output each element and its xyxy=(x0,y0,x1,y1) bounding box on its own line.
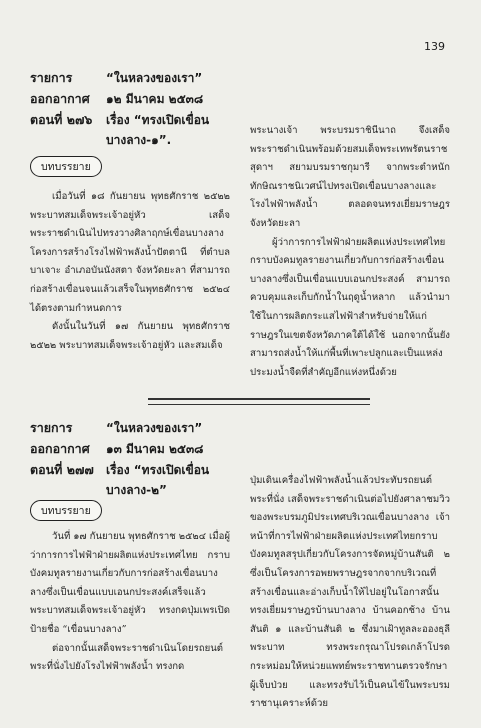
page-number: 139 xyxy=(424,40,445,53)
paragraph: ต่อจากนั้นเสด็จพระราชดำเนินโดยรถยนต์พระที่นั่งไปยังโรงไฟฟ้าพลังน้ำ ทรงกด xyxy=(30,642,223,673)
episode-title-cont: บางลาง-๑”. xyxy=(106,133,172,147)
episode-title: เรื่อง “ทรงเปิดเขื่อน xyxy=(106,463,210,477)
program-label: รายการ xyxy=(30,420,73,435)
text-column-left xyxy=(30,188,230,355)
episode-header xyxy=(30,68,250,152)
paragraph: เมื่อวันที่ ๑๘ กันยายน พุทธศักราช ๒๕๒๒ พระบาทสมเด็จพระเจ้าอยู่หัว เสด็จพระราชดำเนินไปทรงวางศิลาฤกษ์เขื่อนบางลาง โครงการสร้างโรงไฟฟ้าพลังน้ำปัตตานี ที่ตำบลบาเจาะ อำเภอบันนังสตา จังหวัดยะลา ที่สามารถก่อสร้างเขื่อนจนแล้วเสร็จในพุทธศักราช ๒๕๒๔ ได้ตรงตามกำหนดการ xyxy=(30,191,230,314)
episode-label: ตอนที่ ๒๗๖ xyxy=(30,112,93,127)
broadcast-date: ๑๓ มีนาคม ๒๕๓๘ xyxy=(106,442,204,456)
paragraph: ปุ่มเดินเครื่องไฟฟ้าพลังน้ำแล้วประทับรถยนต์พระที่นั่ง เสด็จพระราชดำเนินต่อไปยังศาลาชมวิวของพระบรมภูมิประเทศบริเวณเขื่อนบางลาง เจ้าหน้าที่การไฟฟ้าฝ่ายผลิตแห่งประเทศไทยกราบบังคมทูลสรุปเกี่ยวกับโครงการจัดหมู่บ้านสันติ ๒ ซึ่งเป็นโครงการอพยพราษฎรจากจากบริเวณที่สร้างเขื่อนและอ่างเก็บน้ำให้ไปอยู่ในโอกาสนั้นทรงเยี่ยมราษฎรบ้านบางลาง บ้านคอกช้าง บ้านสันติ ๑ และบ้านสันติ ๒ ซึ่งมาเฝ้าทูลละอองธุลีพระบาท ทรงพระกรุณาโปรดเกล้าโปรดกระหม่อมให้หน่วยแพทย์พระราชทานตรวจรักษาผู้เจ็บป่วย และทรงรับไว้เป็นคนไข้ในพระบรมราชานุเคราะห์ด้วย xyxy=(250,475,450,710)
episode-title: เรื่อง “ทรงเปิดเขื่อน xyxy=(106,113,210,127)
episode-section-277 xyxy=(0,418,481,718)
episode-header xyxy=(30,418,250,502)
text-column-right xyxy=(250,122,450,382)
section-divider xyxy=(148,398,370,405)
text-column-right xyxy=(250,472,450,714)
narration-badge: บทบรรยาย xyxy=(30,156,102,177)
broadcast-label: ออกอากาศ xyxy=(30,91,90,106)
episode-title-cont: บางลาง-๒” xyxy=(106,483,167,497)
episode-section-276 xyxy=(0,68,481,384)
program-value: “ในหลวงของเรา” xyxy=(106,421,203,435)
paragraph: พระนางเจ้า พระบรมราชินีนาถ จึงเสด็จพระราชดำเนินพร้อมด้วยสมเด็จพระเทพรัตนราชสุดาฯ สยามบรมราชกุมารี จากพระตำหนักทักษิณราชนิเวศน์ไปทรงเปิดเขื่อนบางลางและโรงไฟฟ้าพลังน้ำ ตลอดจนทรงเยี่ยมราษฎรจังหวัดยะลา xyxy=(250,125,450,229)
paragraph: ดังนั้นในวันที่ ๑๗ กันยายน พุทธศักราช ๒๕๒๒ พระบาทสมเด็จพระเจ้าอยู่หัว และสมเด็จ xyxy=(30,321,230,351)
program-label: รายการ xyxy=(30,70,73,85)
narration-badge: บทบรรยาย xyxy=(30,500,102,521)
paragraph: ผู้ว่าการการไฟฟ้าฝ่ายผลิตแห่งประเทศไทย กราบบังคมทูลรายงานเกี่ยวกับการก่อสร้างเขื่อนบางลางซึ่งเป็นเขื่อนแบบเอนกประสงค์ สามารถควบคุมและเก็บกักน้ำในฤดูน้ำหลาก แล้วนำมาใช้ในการผลิตกระแสไฟฟ้าสำหรับจ่ายให้แก่ราษฎรในเขตจังหวัดภาคใต้ได้ใช้ นอกจากนั้นยังสามารถส่งน้ำให้แก่พื้นที่เพาะปลูกและเป็นแหล่งประมงน้ำจืดที่สำคัญอีกแห่งหนึ่งด้วย xyxy=(250,236,450,378)
paragraph: วันที่ ๑๗ กันยายน พุทธศักราช ๒๕๒๔ เมื่อผู้ว่าการการไฟฟ้าฝ่ายผลิตแห่งประเทศไทย กราบบังคมทูลรายงานเกี่ยวกับการก่อสร้างเขื่อนบางลางซึ่งเป็นเขื่อนแบบเอนกประสงค์เสร็จแล้ว พระบาทสมเด็จพระเจ้าอยู่หัว ทรงกดปุ่มเพรเปิดป้ายชื่อ “เขื่อนบางลาง” xyxy=(30,531,230,635)
episode-label: ตอนที่ ๒๗๗ xyxy=(30,462,94,477)
broadcast-date: ๑๒ มีนาคม ๒๕๓๘ xyxy=(106,92,204,106)
broadcast-label: ออกอากาศ xyxy=(30,441,90,456)
text-column-left xyxy=(30,528,230,677)
program-value: “ในหลวงของเรา” xyxy=(106,71,203,85)
